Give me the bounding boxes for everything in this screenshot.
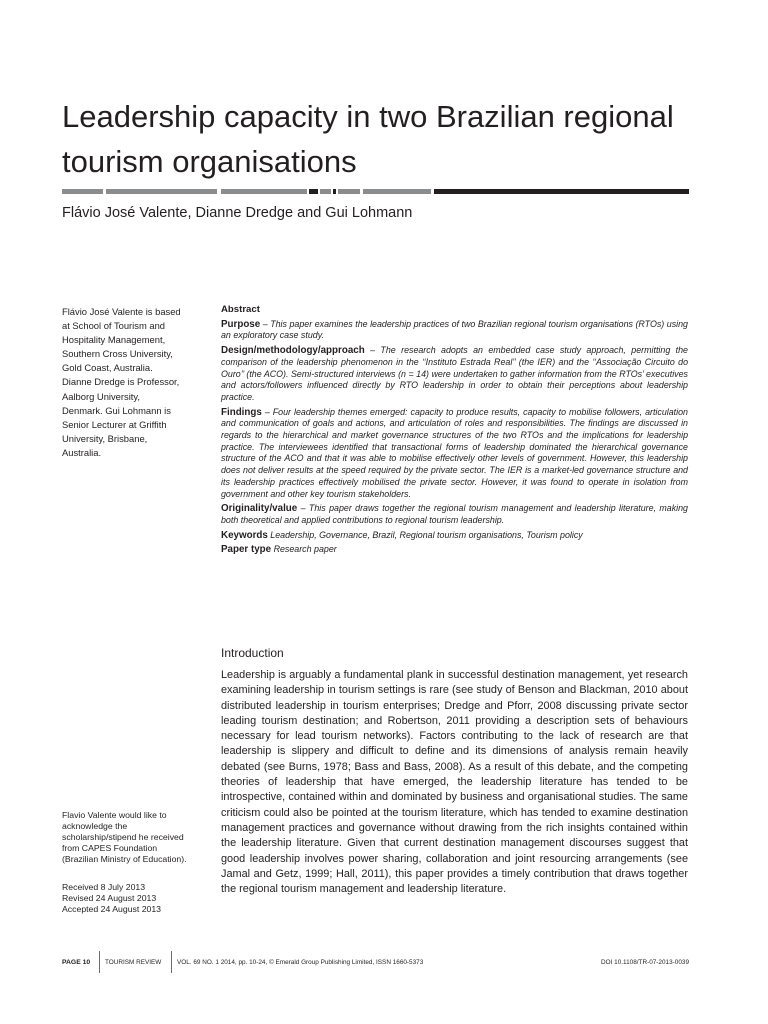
doi: DOI 10.1108/TR-07-2013-0039 <box>601 959 689 966</box>
design-label: Design/methodology/approach <box>221 345 365 357</box>
title-rule-segment <box>62 189 103 194</box>
originality-label: Originality/value <box>221 503 298 515</box>
design-text: – The research adopts an embedded case study approach, permitting the comparison of the leadership phenomenon in the ‘‘Instituto Estrada Real’’ (the IER) and the ‘‘Associação Circuito do Ouro’’ (the ACO). Semi-structured interviews (n = 14) were undertaken to gather information from the RTOs’ executives and actors/followers influenced directly by RTO leadership in order to obtain their perceptions about leadership practice. <box>221 345 688 402</box>
findings-text: – Four leadership themes emerged: capacity to produce results, capacity to mobilise followers, articulation and communication of goals and actions, and articulation of roles and responsibilities. The findings are discussed in regards to the hierarchical and market governance structures of the two RTOs and the implications for leadership practice. The interviewees identified that transactional forms of leadership dominated the hierarchical governance structure of the ACO and that it was able to mobilise effectively other levels of government. However, this leadership does not deliver results at the speed required by the private sector. The IER is a market-led governance structure and its leadership practices effectively mobilised the private sector. However, it was found to operate in isolation from government and other key tourism stakeholders. <box>221 406 688 499</box>
keywords-label: Keywords <box>221 529 268 541</box>
footer-divider <box>171 951 172 973</box>
citation: VOL. 69 NO. 1 2014, pp. 10-24, © Emerald Group Publishing Limited, ISSN 1660-5373 <box>177 959 424 966</box>
title-rule-segment <box>320 189 331 194</box>
author-bio: Flávio José Valente is based at School of Tourism and Hospitality Management, Southern Cross University, Gold Coast, Australia. Dianne Dredge is Professor, Aalborg University, Denmark. Gui Lohmann is Senior Lecturer at Griffith University, Brisbane, Australia. <box>62 306 181 458</box>
title-rule-segment <box>333 189 336 194</box>
received-date: Received 8 July 2013 <box>62 882 146 892</box>
title-rule-segment <box>363 189 431 194</box>
introduction-heading: Introduction <box>221 646 284 660</box>
abstract-heading: Abstract <box>221 304 260 315</box>
journal-name: TOURISM REVIEW <box>105 959 162 966</box>
page-footer <box>62 951 689 975</box>
paper-type-label: Paper type <box>221 544 272 556</box>
abstract-keywords <box>221 530 688 542</box>
authors: Flávio José Valente, Dianne Dredge and Gui Lohmann <box>62 205 413 221</box>
originality-text: – This paper draws together the regional tourism management and leadership literature, making both theoretical and applied contributions to regional tourism leadership. <box>221 503 688 525</box>
abstract-findings <box>221 407 688 501</box>
abstract-paper-type <box>221 544 688 556</box>
revised-date: Revised 24 August 2013 <box>62 893 157 903</box>
abstract-purpose <box>221 319 688 342</box>
title-rule-segment <box>338 189 360 194</box>
abstract-design <box>221 345 688 404</box>
title-rule-segment <box>106 189 217 194</box>
abstract <box>221 304 688 559</box>
title-rule-segment <box>434 189 689 194</box>
purpose-label: Purpose <box>221 318 261 330</box>
submission-dates <box>62 882 187 915</box>
acknowledgement: Flavio Valente would like to acknowledge the scholarship/stipend he received from CAPES Foundation (Brazilian Ministry of Education). <box>62 810 187 864</box>
findings-label: Findings <box>221 406 262 418</box>
paper-type-text: Research paper <box>271 544 337 555</box>
keywords-text: Leadership, Governance, Brazil, Regional tourism organisations, Tourism policy <box>267 529 583 540</box>
introduction-body: Leadership is arguably a fundamental plank in successful destination management, yet research examining leadership in tourism settings is rare (see study of Benson and Blackman, 2010 about distributed leadership in tourism enterprises; Dredge and Pforr, 2008 discussing private sector leading tourism destination; and Robertson, 2011 providing a description sets of behaviours necessary for lead tourism networks). Factors contributing to the lack of research are that leadership is slippery and difficult to define and its dimensions of analysis remain heavily debated (see Burns, 1978; Bass and Bass, 2008). As a result of this debate, and the competing theories of leadership that have emerged, the leadership literature has tended to be introspective, contained within and dominated by business and organisational studies. The same criticism could also be pointed at the tourism literature, which has tended to examine destination management practices and governance without drawing from the rich insights contained within the leadership literature. Given that current destination management discourses suggest that good leadership involves power sharing, collaboration and joint resourcing arrangements (see Jamal and Getz, 1999; Hall, 2011), this paper provides a timely contribution that draws together the regional tourism management and leadership literature. <box>221 669 688 896</box>
title-rule-segment <box>309 189 318 194</box>
title-rule-segment <box>221 189 307 194</box>
abstract-originality <box>221 503 688 526</box>
purpose-text: – This paper examines the leadership practices of two Brazilian regional tourism organisations (RTOs) using an exploratory case study. <box>221 318 688 341</box>
accepted-date: Accepted 24 August 2013 <box>62 904 162 914</box>
article-title: Leadership capacity in two Brazilian regional tourism organisations <box>62 99 674 179</box>
footer-divider <box>99 951 100 973</box>
page-number: PAGE 10 <box>62 959 91 966</box>
